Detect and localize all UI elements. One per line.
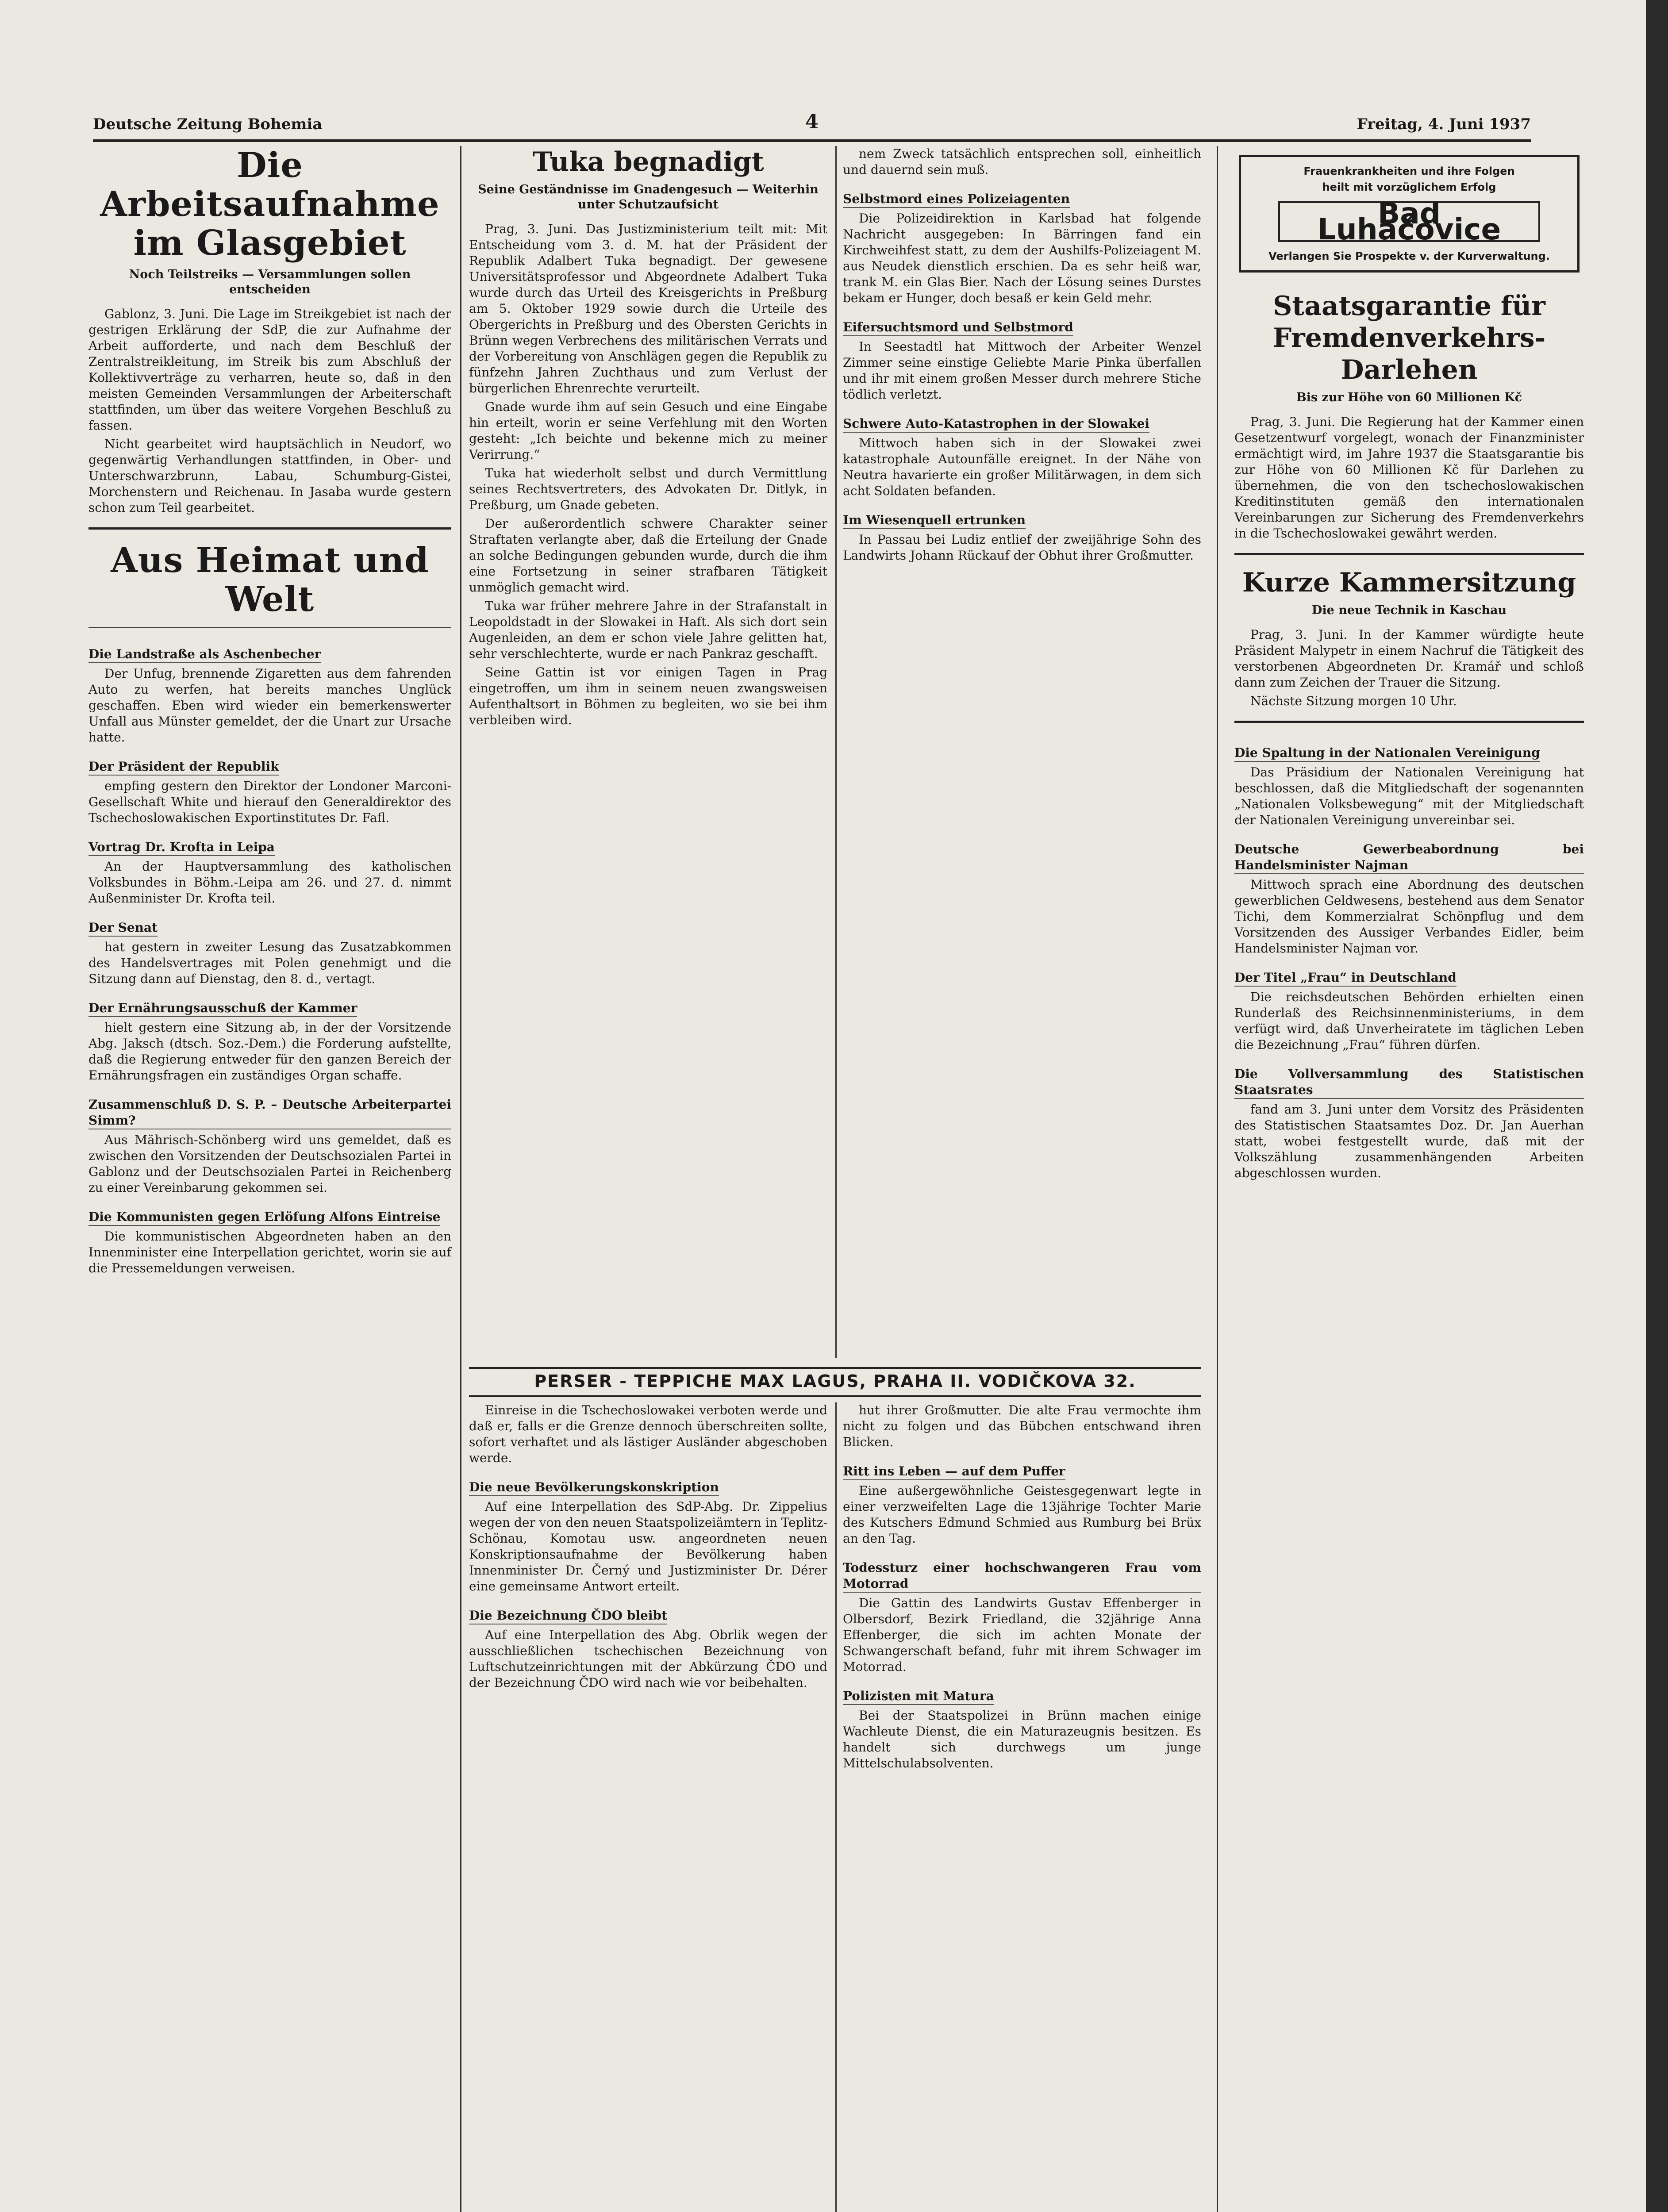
column-rule	[835, 146, 837, 1358]
column-rule	[835, 1402, 837, 2212]
news-item-text: Der Unfug, brennende Zigaretten aus dem fahrenden Auto zu werfen, hat bereits manches Unglück geschaffen. Eben wird wieder ein bemerkenswerter Unfall aus Münster gemeldet, der die Unart zur Ursache hatte.	[88, 666, 451, 745]
news-item-text: Eine außergewöhnliche Geistesgegenwart legte in einer verzweifelten Lage die 13jährige Tochter Marie des Kutschers Edmund Schmied aus Rumburg bei Brüx an den Tag.	[843, 1483, 1201, 1546]
news-item	[843, 1549, 1201, 1675]
news-item	[1234, 959, 1584, 1053]
section-divider	[88, 527, 451, 530]
news-item-heading: Vortrag Dr. Krofta in Leipa	[88, 839, 275, 856]
page-number: 4	[805, 111, 819, 133]
divider	[88, 627, 451, 628]
news-item	[1234, 1056, 1584, 1181]
deck-glasgebiet: Noch Teilstreiks — Versammlungen sollen entscheiden	[129, 268, 411, 296]
news-item	[843, 1453, 1201, 1547]
issue-date: Freitag, 4. Juni 1937	[1357, 115, 1531, 133]
masthead	[93, 104, 1531, 142]
ad-text: heilt mit vorzüglichem Erfolg	[1322, 181, 1496, 193]
news-item	[469, 1469, 827, 1594]
news-item-heading: Die Vollversammlung des Statistischen Staatsrates	[1234, 1066, 1584, 1099]
news-item-text: Das Präsidium der Nationalen Vereinigung hat beschlossen, daß die Mitgliedschaft der sogenannten „Nationalen Volksbewegung“ mit der Mitgliedschaft der Nationalen Vereinigung unvereinbar sei.	[1234, 765, 1584, 827]
headline-tuka: Tuka begnadigt	[532, 146, 764, 177]
advertisement-luhacovice	[1239, 155, 1580, 273]
article-paragraph: nem Zweck tatsächlich entsprechen soll, einheitlich und dauernd sein muß.	[843, 146, 1201, 177]
news-item-heading: Der Titel „Frau“ in Deutschland	[1234, 970, 1457, 987]
next-session-note: Nächste Sitzung morgen 10 Uhr.	[1250, 694, 1457, 708]
news-item-heading: Todessturz einer hochschwangeren Frau vom Motorrad	[843, 1560, 1201, 1593]
news-item-heading: Die Kommunisten gegen Erlöfung Alfons Eintreise	[88, 1209, 440, 1226]
headline-glasgebiet: Die Arbeitsaufnahme im Glasgebiet	[100, 145, 440, 263]
news-item-text: Mittwoch sprach eine Abordnung des deutschen gewerblichen Geldwesens, bestehend aus dem Senator Tichi, dem Kommerzialrat Schönpflug und dem Vorsitzenden des Aussiger Verbandes Eidler, beim Handelsminister Najman vor.	[1234, 877, 1584, 956]
section-divider	[1234, 721, 1584, 723]
column-rule	[1217, 146, 1218, 2212]
news-item-heading: Polizisten mit Matura	[843, 1688, 994, 1705]
news-item-text: Die kommunistischen Abgeordneten haben an den Innenminister eine Interpellation gerichtet, worin sie auf die Pressemeldungen verweisen.	[88, 1229, 451, 1275]
article-paragraph: Der außerordentlich schwere Charakter seiner Straftaten verlangte aber, daß die Erteilung der Gnade an solche Bedingungen gebunden wurde, durch die ihm eine Fortsetzung in seiner strafbaren Tätigkeit unmöglich gemacht wird.	[469, 516, 827, 595]
news-item-text: Mittwoch haben sich in der Slowakei zwei katastrophale Autounfälle ereignet. In der Nähe von Neutra havarierte ein großer Militärwagen, in dem sich acht Soldaten befanden.	[843, 436, 1201, 498]
news-item	[88, 829, 451, 906]
lower-column-3	[843, 1402, 1201, 1774]
news-item-heading: Die Bezeichnung ČDO bleibt	[469, 1608, 667, 1624]
news-item-text: Die Gattin des Landwirts Gustav Effenberger in Olbersdorf, Bezirk Friedland, die 32jährige Anna Effenberger, die sich im achten Monate der Schwangerschaft befand, fuhr mit ihrem Schwager im Motorrad.	[843, 1596, 1201, 1674]
news-item-text: In Seestadtl hat Mittwoch der Arbeiter Wenzel Zimmer seine einstige Geliebte Marie Pinka überfallen und ihr mit einem großen Messer durch mehrere Stiche tödlich verletzt.	[843, 339, 1201, 402]
news-item-heading: Zusammenschluß D. S. P. – Deutsche Arbeiterpartei Simm?	[88, 1097, 451, 1129]
ad-text: Frauenkrankheiten und ihre Folgen	[1303, 165, 1515, 177]
news-item-heading: Die Landstraße als Aschenbecher	[88, 646, 321, 663]
news-item-text: empfing gestern den Direktor der Londoner Marconi-Gesellschaft White und hierauf den Generaldirektor des Tschechoslowakischen Exportinstitutes Dr. Fafl.	[88, 779, 451, 825]
article-paragraph: Prag, 3. Juni. In der Kammer würdigte heute Präsident Malypetr in einem Nachruf die Tätigkeit des verstorbenen Abgeordneten Dr. Kramář und schloß dann zum Zeichen der Trauer die Sitzung.	[1234, 627, 1584, 690]
news-item	[88, 1198, 451, 1276]
news-item	[843, 405, 1201, 499]
news-item	[843, 502, 1201, 564]
news-item-text: hat gestern in zweiter Lesung das Zusatzabkommen des Handelsvertrages mit Polen genehmigt und die Sitzung dann auf Dienstag, den 8. d., vertagt.	[88, 940, 451, 986]
news-item-heading: Deutsche Gewerbeabordnung bei Handelsminister Najman	[1234, 841, 1584, 874]
news-item-heading: Selbstmord eines Polizeiagenten	[843, 191, 1070, 208]
news-item	[843, 180, 1201, 306]
article-paragraph: hut ihrer Großmutter. Die alte Frau vermochte ihm nicht zu folgen und das Bübchen entschwand ihren Blicken.	[843, 1403, 1201, 1449]
news-item-heading: Der Ernährungsausschuß der Kammer	[88, 1000, 357, 1017]
news-item-heading: Eifersuchtsmord und Selbstmord	[843, 319, 1073, 336]
news-item	[88, 990, 451, 1083]
news-item-text: fand am 3. Juni unter dem Vorsitz des Präsidenten des Statistischen Staatsamtes Doz. Dr. Jan Auerhan statt, wobei festgestellt wurde, daß mit der Volkszählung zusammenhängenden Arbeiten abgeschlossen wurden.	[1234, 1102, 1584, 1180]
banner-advertisement-lagus: PERSER - TEPPICHE MAX LAGUS, PRAHA II. VODIČKOVA 32.	[469, 1367, 1201, 1397]
column-2	[469, 146, 827, 731]
article-paragraph: Gnade wurde ihm auf sein Gesuch und eine Eingabe hin erteilt, worin er seine Verfehlung mit den Worten gesteht: „Ich beichte und bekenne mich zu meiner Verirrung.“	[469, 399, 827, 462]
deck-tuka: Seine Geständnisse im Gnadengesuch — Weiterhin unter Schutzaufsicht	[478, 183, 819, 211]
headline-kammersitzung: Kurze Kammersitzung	[1242, 567, 1576, 598]
deck-staatsgarantie: Bis zur Höhe von 60 Millionen Kč	[1296, 391, 1522, 404]
news-item-text: Aus Mährisch-Schönberg wird uns gemeldet, daß es zwischen den Vorsitzenden der Deutschsozialen Partei in Gablonz und der Deutschsozialen Partei in Reichenberg zu einer Vereinbarung gekommen sei.	[88, 1133, 451, 1195]
ad-text: Verlangen Sie Prospekte v. der Kurverwaltung.	[1268, 250, 1550, 262]
section-divider	[1234, 553, 1584, 555]
column-3	[843, 146, 1201, 566]
news-item	[88, 748, 451, 826]
news-item-text: Auf eine Interpellation des SdP-Abg. Dr. Zippelius wegen der von den neuen Staatspolizeiämtern in Teplitz-Schönau, Komotau usw. angeordneten neuen Konskriptionsaufnahme der Bevölkerung haben Innenminister Dr. Černý und Justizminister Dr. Dérer eine gemeinsame Antwort erteilt.	[469, 1499, 827, 1594]
news-item-heading: Der Präsident der Republik	[88, 759, 279, 776]
news-item-heading: Schwere Auto-Katastrophen in der Slowakei	[843, 416, 1149, 433]
news-item-heading: Ritt ins Leben — auf dem Puffer	[843, 1463, 1065, 1480]
news-item-text: In Passau bei Ludiz entlief der zweijährige Sohn des Landwirts Johann Rückauf der Obhut ihrer Großmutter.	[843, 532, 1201, 563]
column-rule	[460, 146, 461, 2212]
news-item	[1234, 831, 1584, 956]
news-item	[469, 1597, 827, 1691]
article-paragraph: Prag, 3. Juni. Die Regierung hat der Kammer einen Gesetzentwurf vorgelegt, wonach der Finanzminister ermächtigt wird, im Jahre 1937 die Staatsgarantie bis zur Höhe von 60 Millionen Kč für Darlehen zu übernehmen, die von den tschechoslowakischen Kreditinstituten gemäß den internationalen Vereinbarungen zur Sicherung des Fremdenverkehrs in die Tschechoslowakei gewährt werden.	[1234, 415, 1584, 541]
section-heading-heimat-welt: Aus Heimat und Welt	[111, 540, 429, 619]
deck-kammersitzung: Die neue Technik in Kaschau	[1311, 603, 1507, 617]
article-paragraph: Gablonz, 3. Juni. Die Lage im Streikgebiet ist nach der gestrigen Erklärung der SdP, die zur Aufnahme der Arbeit aufforderte, und nach dem Beschluß der Zentralstreikleitung, im Streik bis zum Abschluß der Kollektivverträge zu verharren, heute so, daß in den meisten Gemeinden Versammlungen der Arbeiterschaft stattfinden, um über das weitere Vorgehen Beschluß zu fassen.	[88, 307, 451, 433]
article-paragraph: Tuka war früher mehrere Jahre in der Strafanstalt in Leopoldstadt in der Slowakei in Haft. Als sich dort sein Augenleiden, an dem er schon viele Jahre gelitten hat, sehr verschlechterte, wurde er nach Pankraz geschafft.	[469, 599, 827, 661]
lower-column-2	[469, 1402, 827, 1694]
news-item-heading: Die Spaltung in der Nationalen Vereinigung	[1234, 745, 1540, 762]
scan-edge	[1646, 0, 1668, 2212]
headline-staatsgarantie: Staatsgarantie für Fremdenverkehrs-Darlehen	[1272, 291, 1546, 385]
column-1	[88, 146, 451, 1279]
news-item-text: Bei der Staatspolizei in Brünn machen einige Wachleute Dienst, die ein Maturazeugnis besitzen. Es handelt sich durchwegs um junge Mittelschulabsolventen.	[843, 1708, 1201, 1770]
article-paragraph: Prag, 3. Juni. Das Justizministerium teilt mit: Mit Entscheidung vom 3. d. M. hat der Präsident der Republik Adalbert Tuka begnadigt. Der gewesene Universitätsprofessor und Abgeordnete Adalbert Tuka wurde durch das Urteil des Kreisgerichts in Preßburg am 5. Oktober 1929 sowie durch die Urteile des Obergerichts in Preßburg und des Obersten Gerichts in Brünn wegen Verbrechens des militärischen Verrats und der Vorbereitung von Anschlägen gegen die Republik zu fünfzehn Jahren Zuchthaus und zum Verlust der bürgerlichen Ehrenrechte verurteilt.	[469, 222, 827, 396]
news-item-text: Die Polizeidirektion in Karlsbad hat folgende Nachricht ausgegeben: In Bärringen fand ein Kirchweihfest statt, zu dem der Aushilfs-Polizeiagent M. aus Neudek dienstlich erschien. Da es sehr heiß war, trank M. ein Glas Bier. Nach der Lösung seines Durstes bekam er Hunger, doch besaß er kein Geld mehr.	[843, 211, 1201, 305]
news-item-text: hielt gestern eine Sitzung ab, in der der Vorsitzende Abg. Jaksch (dtsch. Soz.-Dem.) die Forderung aufstellte, daß die Regierung entweder für den ganzen Bereich der Ernährungsfragen ein zuständiges Organ schaffe.	[88, 1020, 451, 1083]
news-item-heading: Im Wiesenquell ertrunken	[843, 512, 1026, 529]
column-4	[1234, 146, 1584, 1184]
news-item-text: Auf eine Interpellation des Abg. Obrlik wegen der ausschließlichen tschechischen Bezeichnung von Luftschutzeinrichtungen mit der Abkürzung ČDO und der Bezeichnung ČDO wird nach wie vor beibehalten.	[469, 1628, 827, 1690]
news-item	[88, 636, 451, 745]
newspaper-name: Deutsche Zeitung Bohemia	[93, 115, 323, 133]
article-paragraph: Nicht gearbeitet wird hauptsächlich in Neudorf, wo gegenwärtig Verhandlungen stattfinden, in Ober- und Unterschwarzbrunn, Labau, Schumburg-Gistei, Morchenstern und Reichenau. In Jasaba wurde gestern schon zum Teil gearbeitet.	[88, 437, 451, 515]
news-item-heading: Der Senat	[88, 920, 158, 937]
news-item	[88, 1086, 451, 1196]
ad-brand: Bad Luhačovice	[1278, 201, 1540, 242]
news-item	[1234, 734, 1584, 828]
article-paragraph: Seine Gattin ist vor einigen Tagen in Prag eingetroffen, um ihm in seinem neuen zwangsweisen Aufenthaltsort in Böhmen zu begleiten, wo sie bei ihm verbleiben wird.	[469, 665, 827, 727]
article-paragraph: Tuka hat wiederholt selbst und durch Vermittlung seines Rechtsvertreters, des Advokaten Dr. Ditlyk, in Preßburg, um Gnade gebeten.	[469, 466, 827, 512]
news-item-heading: Die neue Bevölkerungskonskription	[469, 1479, 719, 1496]
article-paragraph: Einreise in die Tschechoslowakei verboten werde und daß er, falls er die Grenze dennoch überschreiten sollte, sofort verhaftet und als lästiger Ausländer abgeschoben werde.	[469, 1403, 827, 1465]
news-item	[843, 1678, 1201, 1771]
news-item	[843, 309, 1201, 403]
news-item-text: An der Hauptversammlung des katholischen Volksbundes in Böhm.-Leipa am 26. und 27. d. nimmt Außenminister Dr. Krofta teil.	[88, 859, 451, 906]
news-item	[88, 909, 451, 987]
news-item-text: Die reichsdeutschen Behörden erhielten einen Runderlaß des Reichsinnenministeriums, in dem verfügt wird, daß Unverheiratete im täglichen Leben die Bezeichnung „Frau“ führen dürfen.	[1234, 990, 1584, 1052]
